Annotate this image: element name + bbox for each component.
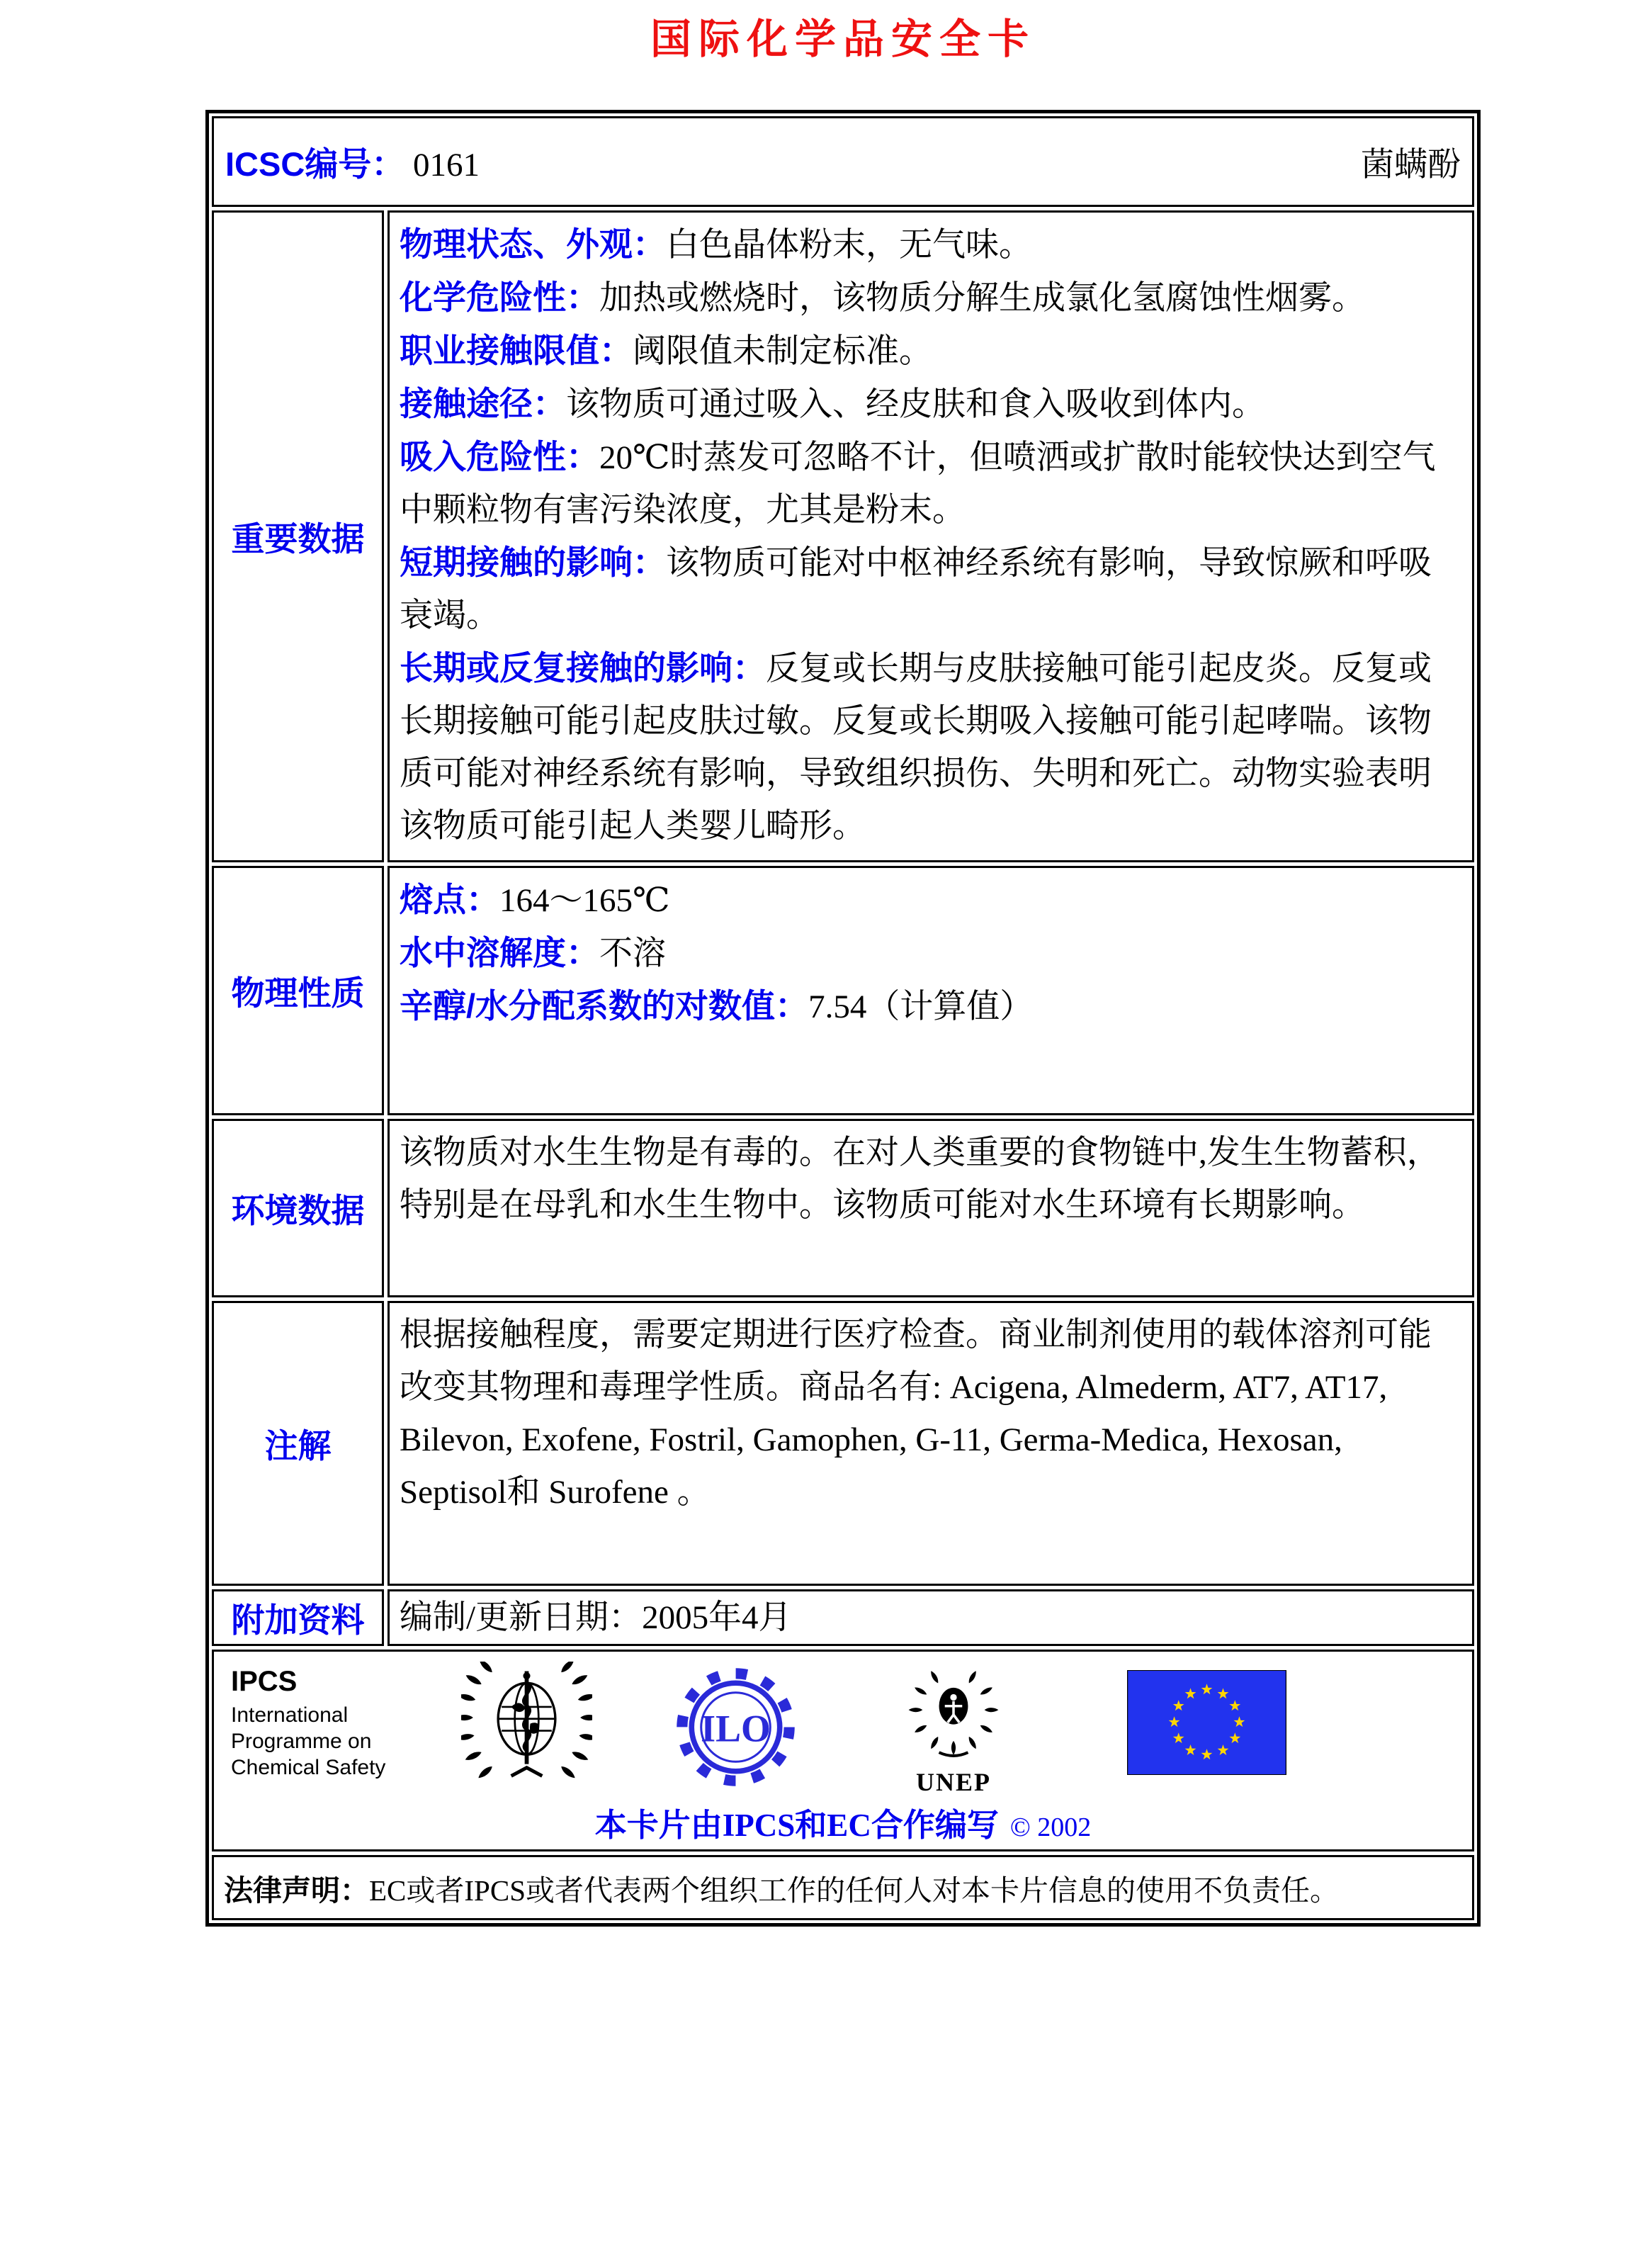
environmental-data-section-label: 环境数据 bbox=[212, 1119, 384, 1297]
field-label: 短期接触的影响： bbox=[400, 543, 666, 581]
physical-property-item bbox=[400, 927, 1456, 980]
footer-row bbox=[212, 1650, 1474, 1851]
update-date-item bbox=[400, 1591, 792, 1644]
ipcs-subtitle-line: Chemical Safety bbox=[231, 1756, 386, 1779]
notes-section-label: 注解 bbox=[212, 1301, 384, 1586]
field-label: 物理状态、外观： bbox=[400, 225, 666, 263]
environmental-data-text: 该物质对水生生物是有毒的。在对人类重要的食物链中,发生生物蓄积，特别是在母乳和水生生物中。该物质可能对水生环境有长期影响。 bbox=[400, 1134, 1440, 1224]
chemical-name: 菌螨酚 bbox=[1361, 146, 1461, 184]
physical-property-item bbox=[400, 980, 1456, 1033]
ilo-logo-icon bbox=[670, 1662, 801, 1796]
important-data-item bbox=[400, 642, 1456, 852]
field-text: 164～165℃ bbox=[499, 882, 670, 919]
field-text: 阈限值未制定标准。 bbox=[633, 333, 932, 370]
credit-line bbox=[214, 1799, 1472, 1845]
physical-properties-content bbox=[387, 866, 1474, 1115]
important-data-row bbox=[212, 210, 1474, 862]
important-data-section-label: 重要数据 bbox=[212, 210, 384, 862]
field-text: 20℃时蒸发可忽略不计，但喷洒或扩散时能较快达到空气中颗粒物有害污染浓度，尤其是粉末。 bbox=[400, 439, 1436, 529]
legal-text: EC或者IPCS或者代表两个组织工作的任何人对本卡片信息的使用不负责任。 bbox=[369, 1873, 1339, 1907]
physical-properties-section-label: 物理性质 bbox=[212, 866, 384, 1115]
field-label: 职业接触限值： bbox=[400, 332, 633, 369]
icsc-number-group bbox=[225, 138, 480, 186]
important-data-item bbox=[400, 378, 1456, 431]
field-text: 2005年4月 bbox=[642, 1599, 792, 1636]
copyright-text: © 2002 bbox=[1009, 1813, 1092, 1842]
additional-info-section-label: 附加资料 bbox=[212, 1589, 384, 1646]
footer-cell bbox=[212, 1650, 1474, 1851]
who-logo-icon bbox=[461, 1662, 592, 1796]
icsc-number-label: ICSC编号： bbox=[225, 145, 405, 183]
field-text: 该物质可通过吸入、经皮肤和食入吸收到体内。 bbox=[566, 386, 1265, 423]
important-data-item bbox=[400, 536, 1456, 642]
environmental-data-content bbox=[387, 1119, 1474, 1297]
unep-wordmark: UNEP bbox=[916, 1768, 991, 1796]
important-data-content bbox=[387, 210, 1474, 862]
physical-property-item bbox=[400, 874, 1456, 927]
field-text: 白色晶体粉末，无气味。 bbox=[666, 227, 1032, 264]
legal-row bbox=[212, 1855, 1474, 1920]
field-label: 熔点： bbox=[400, 881, 499, 918]
legal-label: 法律声明： bbox=[224, 1873, 369, 1907]
ipcs-subtitle-line: International bbox=[231, 1703, 349, 1727]
field-text: 反复或长期与皮肤接触可能引起皮炎。反复或长期接触可能引起皮肤过敏。反复或长期吸入接触可能引起哮喘。该物质可能对神经系统有影响，导致组织损伤、失明和死亡。动物实验表明该物质可能引起人类婴儿畸形。 bbox=[400, 650, 1432, 845]
ipcs-subtitle-line: Programme on bbox=[231, 1730, 372, 1753]
page-title: 国际化学品安全卡 bbox=[650, 15, 1036, 63]
environmental-data-row bbox=[212, 1119, 1474, 1297]
notes-text: 根据接触程度，需要定期进行医疗检查。商业制剂使用的载体溶剂可能改变其物理和毒理学性质。商品名有: Acigena, Almederm, AT7, AT17, Bilevon, Exofene, Fostril, Gamophen, G-11, Germa-Medica, Hexosan, Septisol和 Surofene 。 bbox=[400, 1317, 1432, 1511]
legal-cell bbox=[212, 1855, 1474, 1920]
field-label: 化学危险性： bbox=[400, 278, 599, 316]
additional-info-content bbox=[387, 1589, 1474, 1646]
logo-strip bbox=[214, 1652, 1472, 1797]
field-label: 水中溶解度： bbox=[400, 934, 599, 971]
ipcs-text-block bbox=[231, 1662, 422, 1781]
field-text: 该物质可能对中枢神经系统有影响，导致惊厥和呼吸衰竭。 bbox=[400, 545, 1432, 634]
ilo-monogram: ILO bbox=[701, 1707, 771, 1750]
legal-statement bbox=[224, 1867, 1339, 1909]
field-text: 7.54（计算值） bbox=[808, 988, 1034, 1025]
notes-content bbox=[387, 1301, 1474, 1586]
field-text: 不溶 bbox=[599, 935, 666, 972]
credit-text: 本卡片由IPCS和EC合作编写 bbox=[594, 1808, 999, 1843]
field-label: 长期或反复接触的影响： bbox=[400, 649, 766, 687]
important-data-item bbox=[400, 431, 1456, 536]
header-row bbox=[212, 116, 1474, 207]
field-label: 编制/更新日期： bbox=[400, 1599, 643, 1636]
field-label: 吸入危险性： bbox=[400, 438, 599, 475]
field-text: 加热或燃烧时，该物质分解生成氯化氢腐蚀性烟雾。 bbox=[599, 280, 1365, 317]
physical-properties-row bbox=[212, 866, 1474, 1115]
icsc-card-table bbox=[205, 110, 1481, 1927]
field-label: 辛醇/水分配系数的对数值： bbox=[400, 987, 809, 1025]
important-data-item bbox=[400, 271, 1456, 325]
icsc-number-value: 0161 bbox=[413, 146, 480, 184]
important-data-item bbox=[400, 218, 1456, 271]
additional-info-row bbox=[212, 1589, 1474, 1646]
important-data-item bbox=[400, 325, 1456, 378]
ipcs-title: IPCS bbox=[231, 1666, 298, 1697]
notes-row bbox=[212, 1301, 1474, 1586]
field-label: 接触途径： bbox=[400, 385, 566, 422]
eu-flag-icon bbox=[1127, 1670, 1286, 1779]
header-cell bbox=[212, 116, 1474, 207]
unep-logo-icon bbox=[900, 1662, 1007, 1797]
